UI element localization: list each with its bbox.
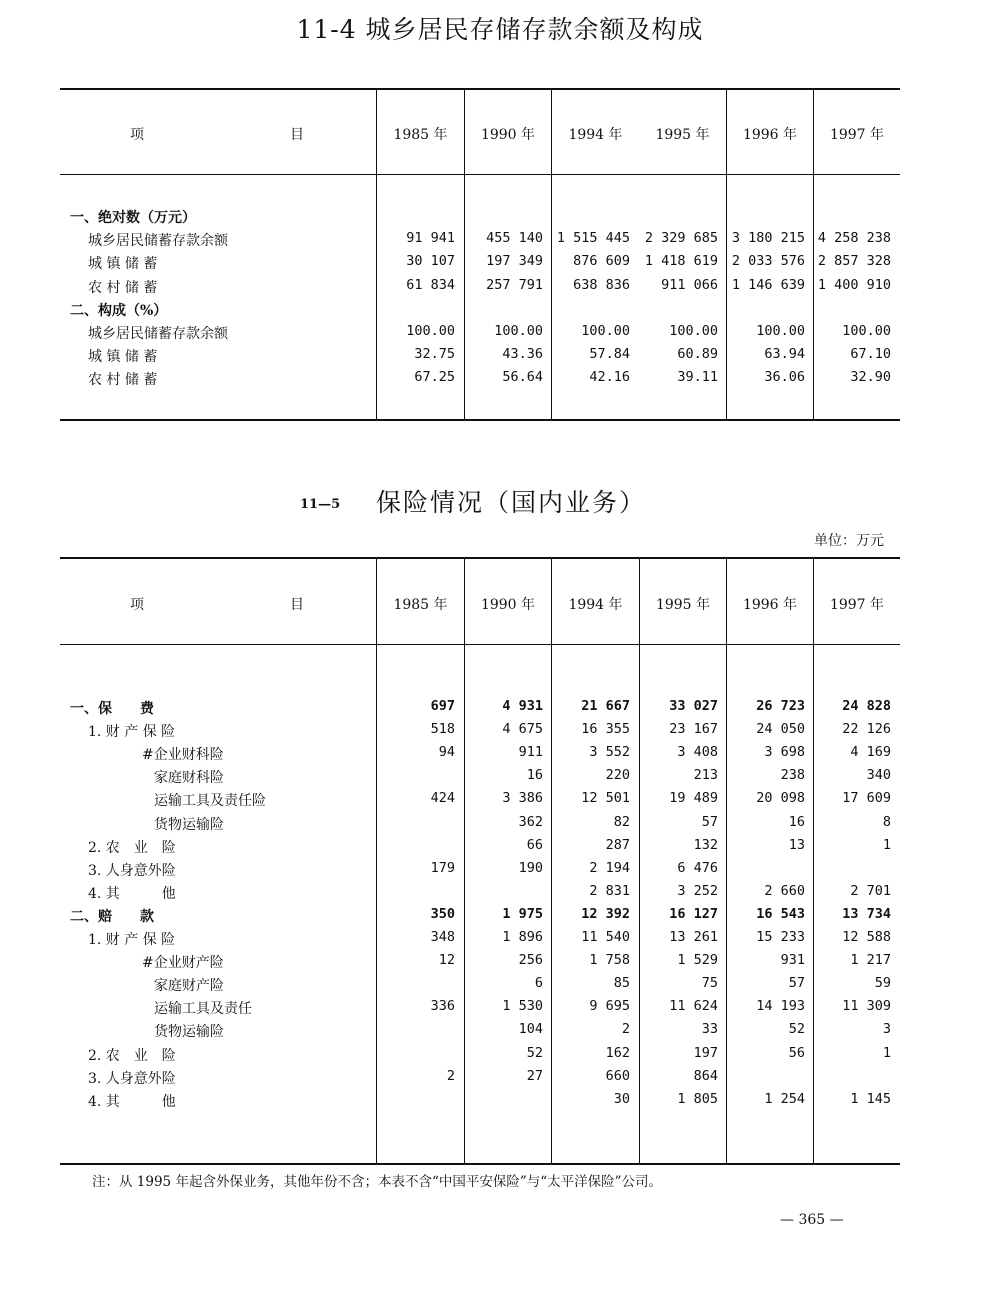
row-value: 16 [526, 767, 543, 784]
row-value: 17 609 [842, 790, 891, 807]
row-value: 52 [526, 1044, 543, 1061]
row-value: 94 [438, 744, 455, 761]
row-value: 56.64 [502, 369, 543, 386]
row-value: 1 [882, 836, 891, 853]
row-label: 运输工具及责任 [154, 1001, 252, 1018]
table-row [0, 1068, 1000, 1091]
row-value: 36.06 [764, 369, 805, 386]
table-row [0, 253, 1000, 276]
row-value: 424 [430, 790, 455, 807]
row-value: 638 836 [573, 276, 630, 293]
row-value: 19 489 [669, 790, 718, 807]
row-label: 城 镇 储 蓄 [88, 256, 158, 273]
row-value: 256 [518, 952, 543, 969]
row-value: 190 [518, 859, 543, 876]
row-value: 1 975 [502, 905, 543, 922]
table1-header-year: 1994 年 [568, 127, 623, 143]
row-label: 城 镇 储 蓄 [88, 349, 158, 366]
table1-top-rule [60, 88, 900, 90]
row-value: 9 695 [589, 998, 630, 1015]
table2-header-year: 1996 年 [742, 597, 798, 613]
row-value: 11 624 [669, 998, 718, 1015]
table-row [0, 998, 1000, 1021]
table1-header-year: 1996 年 [742, 127, 798, 143]
row-value: 2 194 [589, 859, 630, 876]
footnote: 注：从 1995 年起含外保业务，其他年份不含；本表不含“中国平安保险”与“太平洋保险”公司。 [92, 1174, 663, 1190]
row-value: 213 [693, 767, 718, 784]
row-value: 100.00 [669, 323, 718, 339]
row-label: 农 村 储 蓄 [88, 279, 158, 296]
row-value: 16 543 [756, 905, 805, 922]
table-row [0, 277, 1000, 300]
row-value: 8 [882, 813, 891, 830]
row-value: 59 [874, 975, 891, 992]
row-value: 3 386 [502, 790, 543, 807]
row-value: 23 167 [669, 721, 718, 738]
row-value: 1 418 619 [644, 253, 718, 270]
row-value: 455 140 [486, 230, 543, 247]
row-value: 100.00 [842, 323, 891, 339]
row-value: 1 400 910 [817, 276, 891, 293]
row-value: 56 [788, 1044, 805, 1061]
table1-header-year: 1990 年 [480, 127, 536, 143]
table-row [0, 883, 1000, 906]
row-value: 1 896 [502, 929, 543, 945]
row-value: 3 698 [764, 744, 805, 761]
table1-header-rule [60, 174, 900, 175]
row-label: 一、绝对数（万元） [70, 210, 196, 226]
page-number: — 365 — [780, 1212, 844, 1228]
row-value: 24 828 [842, 698, 891, 714]
table2-header-year: 1990 年 [480, 597, 536, 613]
row-value: 2 857 328 [817, 253, 891, 270]
table1-title: 11-4 城乡居民存储存款余额及构成 [296, 15, 704, 44]
row-value: 4 675 [502, 721, 543, 738]
row-label: 1. 财 产 保 险 [88, 932, 176, 948]
row-value: 4 169 [850, 744, 891, 761]
row-value: 67.25 [414, 369, 455, 386]
row-label: 家庭财产险 [154, 978, 224, 995]
row-value: 1 515 445 [556, 230, 630, 247]
table1-header-year: 1985 年 [393, 127, 448, 143]
table2-unit: 单位：万元 [814, 533, 884, 549]
row-value: 340 [866, 767, 891, 784]
row-value: 52 [788, 1021, 805, 1038]
row-value: 12 501 [581, 790, 630, 807]
row-value: 43.36 [502, 346, 543, 363]
row-label: 城乡居民储蓄存款余额 [88, 326, 228, 342]
table1-header-year: 1995 年 [655, 127, 710, 143]
row-value: 197 [693, 1044, 718, 1061]
table-row [0, 790, 1000, 813]
row-value: 2 660 [764, 882, 805, 899]
row-value: 6 476 [677, 859, 718, 876]
row-value: 57 [701, 813, 718, 830]
row-value: 57.84 [589, 346, 630, 363]
row-value: 1 146 639 [731, 276, 805, 293]
row-value: 11 540 [581, 929, 630, 945]
row-value: 85 [613, 975, 630, 992]
row-value: 3 [882, 1021, 891, 1038]
row-value: 13 261 [669, 929, 718, 945]
row-value: 39.11 [677, 369, 718, 386]
row-value: 4 931 [502, 698, 543, 714]
table2-header-item: 项 [130, 597, 144, 613]
row-value: 350 [430, 905, 455, 922]
table-row [0, 323, 1000, 346]
row-value: 42.16 [589, 369, 630, 386]
table-row [0, 369, 1000, 392]
row-value: 66 [526, 836, 543, 853]
row-value: 911 [518, 744, 543, 761]
row-value: 132 [693, 836, 718, 853]
row-value: 104 [518, 1021, 543, 1038]
table-row [0, 929, 1000, 952]
table-row [0, 860, 1000, 883]
row-value: 3 252 [677, 882, 718, 899]
table2-number: 11—5 [300, 497, 341, 512]
row-label: 二、赔 款 [70, 908, 154, 925]
row-value: 287 [605, 836, 630, 853]
table-row [0, 300, 1000, 323]
row-label: 2. 农 业 险 [88, 839, 176, 856]
row-value: 3 408 [677, 744, 718, 761]
table2-header-item: 目 [290, 597, 304, 613]
row-value: 30 [613, 1090, 630, 1107]
row-label: 3. 人身意外险 [88, 862, 176, 879]
table2-header-year: 1994 年 [568, 597, 623, 613]
row-value: 162 [605, 1044, 630, 1061]
row-value: 3 552 [589, 744, 630, 761]
row-value: 100.00 [756, 323, 805, 339]
row-value: 1 145 [850, 1090, 891, 1107]
row-value: 21 667 [581, 698, 630, 714]
table1-header-year: 1997 年 [829, 127, 885, 143]
row-value: 518 [430, 721, 455, 738]
row-value: 14 193 [756, 998, 805, 1015]
row-value: 257 791 [486, 276, 543, 293]
row-value: 697 [430, 698, 455, 714]
table-row [0, 906, 1000, 929]
row-value: 63.94 [764, 346, 805, 363]
row-label: 城乡居民储蓄存款余额 [88, 233, 228, 250]
row-label: 1. 财 产 保 险 [88, 724, 176, 741]
row-value: 12 588 [842, 929, 891, 945]
row-label: #企业财科险 [142, 747, 224, 764]
table-row [0, 744, 1000, 767]
table-row [0, 346, 1000, 369]
row-value: 57 [788, 975, 805, 992]
row-value: 660 [605, 1067, 630, 1084]
row-value: 22 126 [842, 721, 891, 738]
table1-header-item: 项 [130, 127, 144, 143]
row-label: 2. 农 业 险 [88, 1047, 176, 1064]
table-row [0, 698, 1000, 721]
row-label: 家庭财科险 [154, 770, 224, 787]
table2-bottom-rule [60, 1163, 900, 1165]
row-label: 农 村 储 蓄 [88, 372, 158, 389]
table-row [0, 230, 1000, 253]
row-label: 二、构成（%） [70, 302, 168, 319]
row-value: 61 834 [406, 276, 455, 293]
row-value: 4 258 238 [817, 230, 891, 247]
table-row [0, 1021, 1000, 1044]
row-value: 336 [430, 998, 455, 1015]
table-row [0, 767, 1000, 790]
row-value: 91 941 [406, 230, 455, 247]
row-value: 197 349 [486, 253, 543, 270]
table-row [0, 1045, 1000, 1068]
row-value: 24 050 [756, 721, 805, 738]
row-value: 30 107 [406, 253, 455, 270]
table2-header-year: 1995 年 [655, 597, 711, 613]
row-value: 12 [438, 952, 455, 969]
row-value: 6 [534, 975, 543, 992]
row-value: 13 [788, 836, 805, 853]
row-value: 75 [701, 975, 718, 992]
row-value: 362 [518, 813, 543, 830]
row-value: 1 529 [677, 952, 718, 969]
row-value: 82 [613, 813, 630, 830]
table1-bottom-rule [60, 419, 900, 421]
row-value: 11 309 [842, 998, 891, 1015]
row-value: 13 734 [842, 905, 891, 922]
row-value: 864 [693, 1067, 718, 1084]
table-row [0, 837, 1000, 860]
table-row [0, 952, 1000, 975]
row-value: 26 723 [756, 698, 805, 714]
row-value: 348 [430, 929, 455, 945]
table2-title: 保险情况（国内业务） [376, 488, 647, 517]
row-value: 2 329 685 [644, 230, 718, 247]
row-value: 3 180 215 [731, 230, 805, 247]
row-label: 一、保 费 [70, 701, 154, 717]
row-value: 100.00 [494, 323, 543, 339]
row-value: 32.90 [850, 369, 891, 386]
row-value: 16 127 [669, 905, 718, 922]
table-row [0, 814, 1000, 837]
table2-header-year: 1985 年 [393, 597, 448, 613]
row-label: 货物运输险 [154, 816, 224, 833]
row-label: 货物运输险 [154, 1024, 224, 1041]
row-label: 运输工具及责任险 [154, 793, 266, 810]
row-value: 2 [621, 1021, 630, 1038]
table-row [0, 721, 1000, 744]
row-value: 100.00 [581, 323, 630, 339]
row-value: 1 254 [764, 1090, 805, 1107]
row-value: 16 355 [581, 721, 630, 738]
row-label: 4. 其 他 [88, 885, 176, 902]
row-value: 15 233 [756, 929, 805, 945]
row-value: 20 098 [756, 790, 805, 807]
row-label: 3. 人身意外险 [88, 1070, 176, 1087]
row-value: 1 530 [502, 998, 543, 1015]
row-value: 16 [788, 813, 805, 830]
table-row [0, 975, 1000, 998]
row-value: 2 831 [589, 882, 630, 899]
row-value: 1 [882, 1044, 891, 1061]
row-value: 27 [526, 1067, 543, 1084]
row-value: 32.75 [414, 346, 455, 363]
row-label: #企业财产险 [142, 955, 224, 972]
row-value: 67.10 [850, 346, 891, 363]
row-value: 1 758 [589, 952, 630, 969]
row-value: 238 [780, 767, 805, 784]
table2-top-rule [60, 557, 900, 559]
row-value: 100.00 [406, 323, 455, 339]
row-value: 220 [605, 767, 630, 784]
row-value: 60.89 [677, 346, 718, 363]
table-row [0, 1091, 1000, 1114]
table2-header-year: 1997 年 [829, 597, 885, 613]
row-value: 12 392 [581, 905, 630, 922]
row-value: 179 [430, 859, 455, 876]
row-value: 911 066 [661, 276, 718, 293]
table2-header-rule [60, 644, 900, 645]
row-value: 1 805 [677, 1090, 718, 1107]
row-value: 1 217 [850, 952, 891, 969]
table-row [0, 207, 1000, 230]
table1-header-item: 目 [290, 127, 304, 143]
row-value: 2 033 576 [731, 253, 805, 270]
row-value: 2 701 [850, 882, 891, 899]
row-value: 2 [446, 1067, 455, 1084]
row-value: 931 [780, 952, 805, 969]
row-label: 4. 其 他 [88, 1093, 176, 1110]
row-value: 876 609 [573, 253, 630, 270]
row-value: 33 [701, 1021, 718, 1038]
row-value: 33 027 [669, 698, 718, 714]
